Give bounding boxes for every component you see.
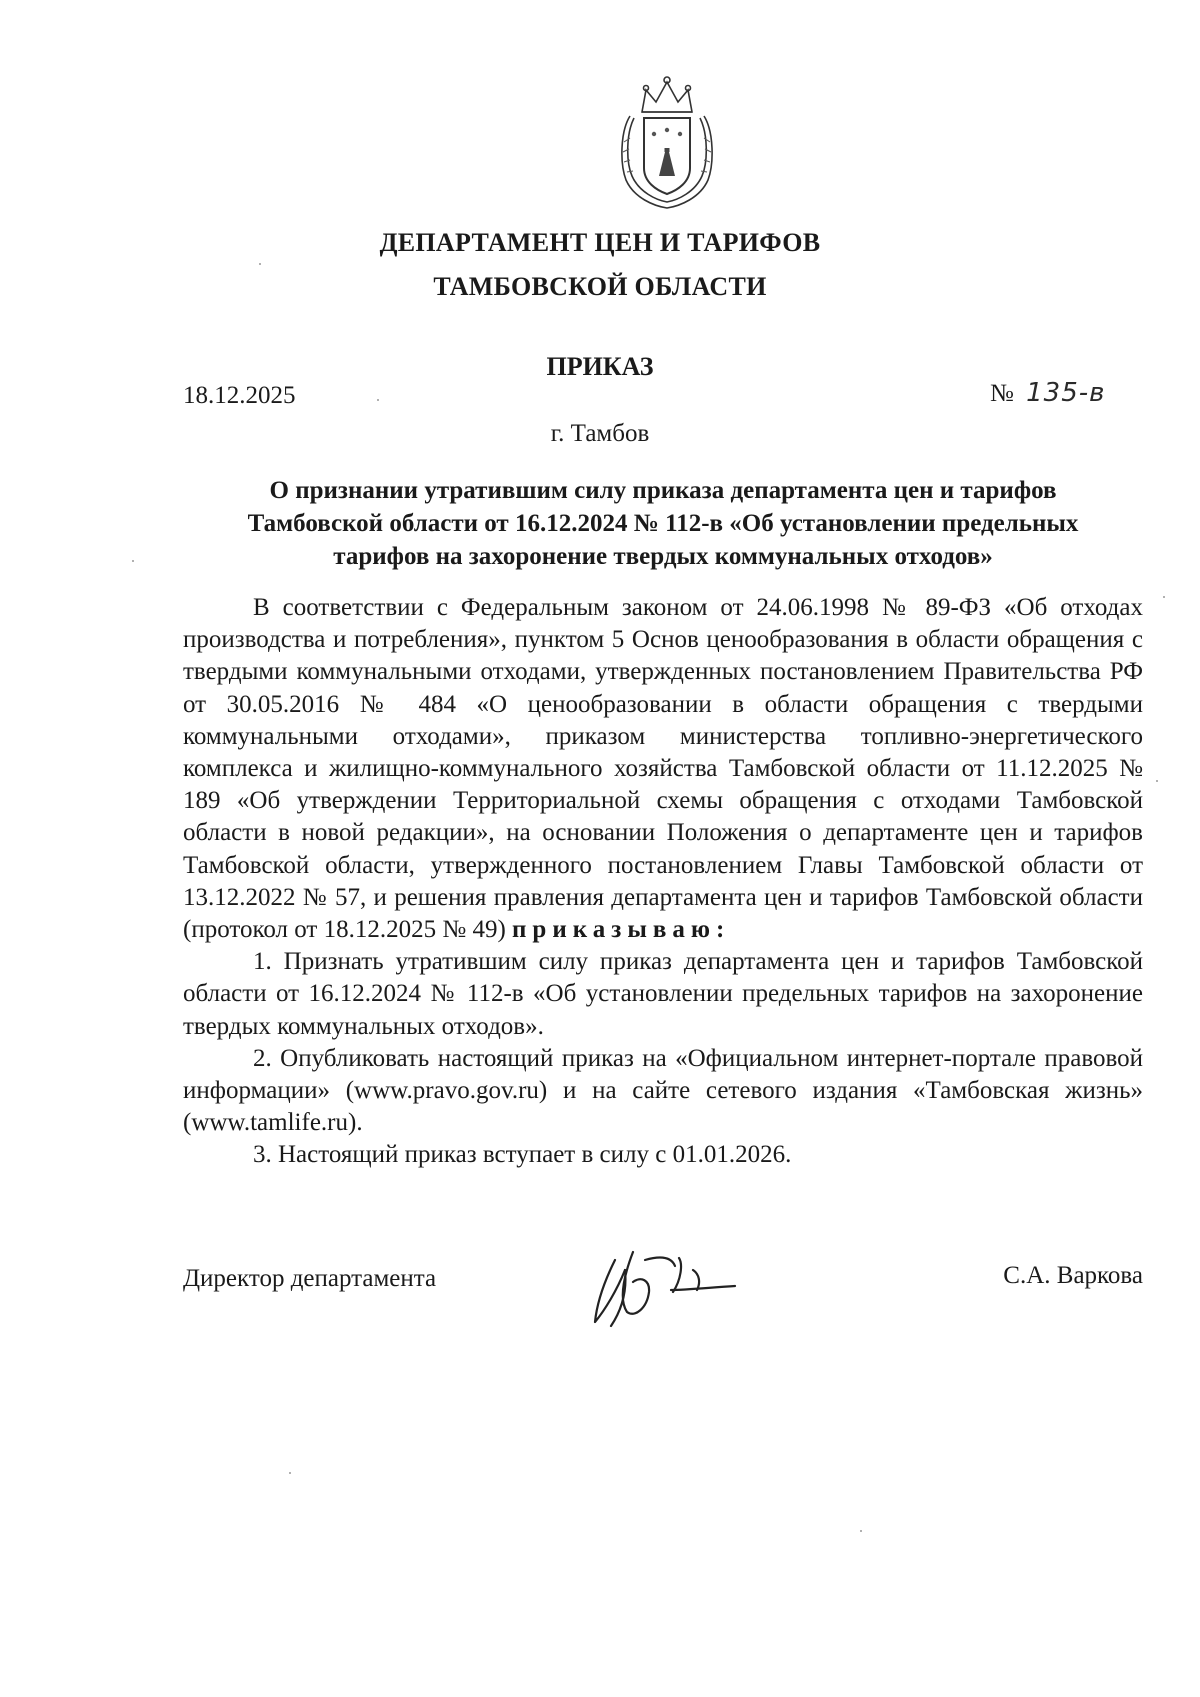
document-body bbox=[183, 592, 1143, 1172]
coat-of-arms-emblem bbox=[612, 72, 722, 210]
organization-name-line1: ДЕПАРТАМЕНТ ЦЕН И ТАРИФОВ bbox=[379, 228, 821, 257]
scan-speck bbox=[259, 263, 261, 265]
document-title bbox=[183, 474, 1143, 573]
signatory-position: Директор департамента bbox=[183, 1265, 437, 1292]
title-line: О признании утратившим силу приказа департамента цен и тарифов bbox=[269, 477, 1057, 504]
title-line: тарифов на захоронение твердых коммунальных отходов» bbox=[333, 543, 993, 570]
signatory-name: С.А. Варкова bbox=[1003, 1262, 1143, 1289]
handwritten-signature bbox=[575, 1230, 745, 1340]
order-item: 3. Настоящий приказ вступает в силу с 01.01.2026. bbox=[253, 1141, 792, 1169]
scan-speck bbox=[1156, 780, 1158, 782]
order-item: 1. Признать утратившим силу приказ департамента цен и тарифов Тамбовской области от 16.12.2024 № 112-в «Об установлении предельных тарифов на захоронение твердых коммунальных отходов». bbox=[183, 948, 1143, 1040]
document-city: г. Тамбов bbox=[550, 420, 650, 447]
intro-paragraph bbox=[183, 592, 1143, 946]
intro-text: В соответствии с Федеральным законом от 24.06.1998 № 89-ФЗ «Об отходах производства и потребления», пунктом 5 Основ ценообразования в области обращения с твердыми коммунальными отходами, утвержденных постановлением Правительства РФ от 30.05.2016 № 484 «О ценообразовании в области обращения с твердыми коммунальными отходами», приказом министерства топливно-энергетического комплекса и жилищно-коммунального хозяйства Тамбовской области от 11.12.2025 № 189 «Об утверждении Территориальной схемы обращения с отходами Тамбовской области в новой редакции», на основании Положения о департаменте цен и тарифов Тамбовской области, утвержденного постановлением Главы Тамбовской области от 13.12.2022 № 57, и решения правления департамента цен и тарифов Тамбовской области (протокол от 18.12.2025 № 49) bbox=[183, 594, 1143, 944]
number-sign: № bbox=[990, 380, 1014, 407]
scan-speck bbox=[289, 1472, 291, 1474]
scan-speck bbox=[1163, 596, 1165, 598]
document-number bbox=[990, 378, 1105, 408]
title-line: Тамбовской области от 16.12.2024 № 112-в «Об установлении предельных bbox=[247, 510, 1079, 537]
order-word: приказываю: bbox=[512, 916, 731, 944]
document-type: ПРИКАЗ bbox=[546, 352, 654, 381]
handwritten-number: 135-в bbox=[1026, 378, 1106, 408]
organization-name-line2: ТАМБОВСКОЙ ОБЛАСТИ bbox=[433, 272, 767, 301]
order-item: 2. Опубликовать настоящий приказ на «Официальном интернет-портале правовой информации» (www.pravo.gov.ru) и на сайте сетевого издания «Тамбовская жизнь» (www.tamlife.ru). bbox=[183, 1044, 1143, 1137]
scan-speck bbox=[132, 560, 134, 562]
scan-speck bbox=[860, 1530, 862, 1532]
document-date: 18.12.2025 bbox=[183, 382, 296, 409]
scan-speck bbox=[377, 399, 379, 401]
